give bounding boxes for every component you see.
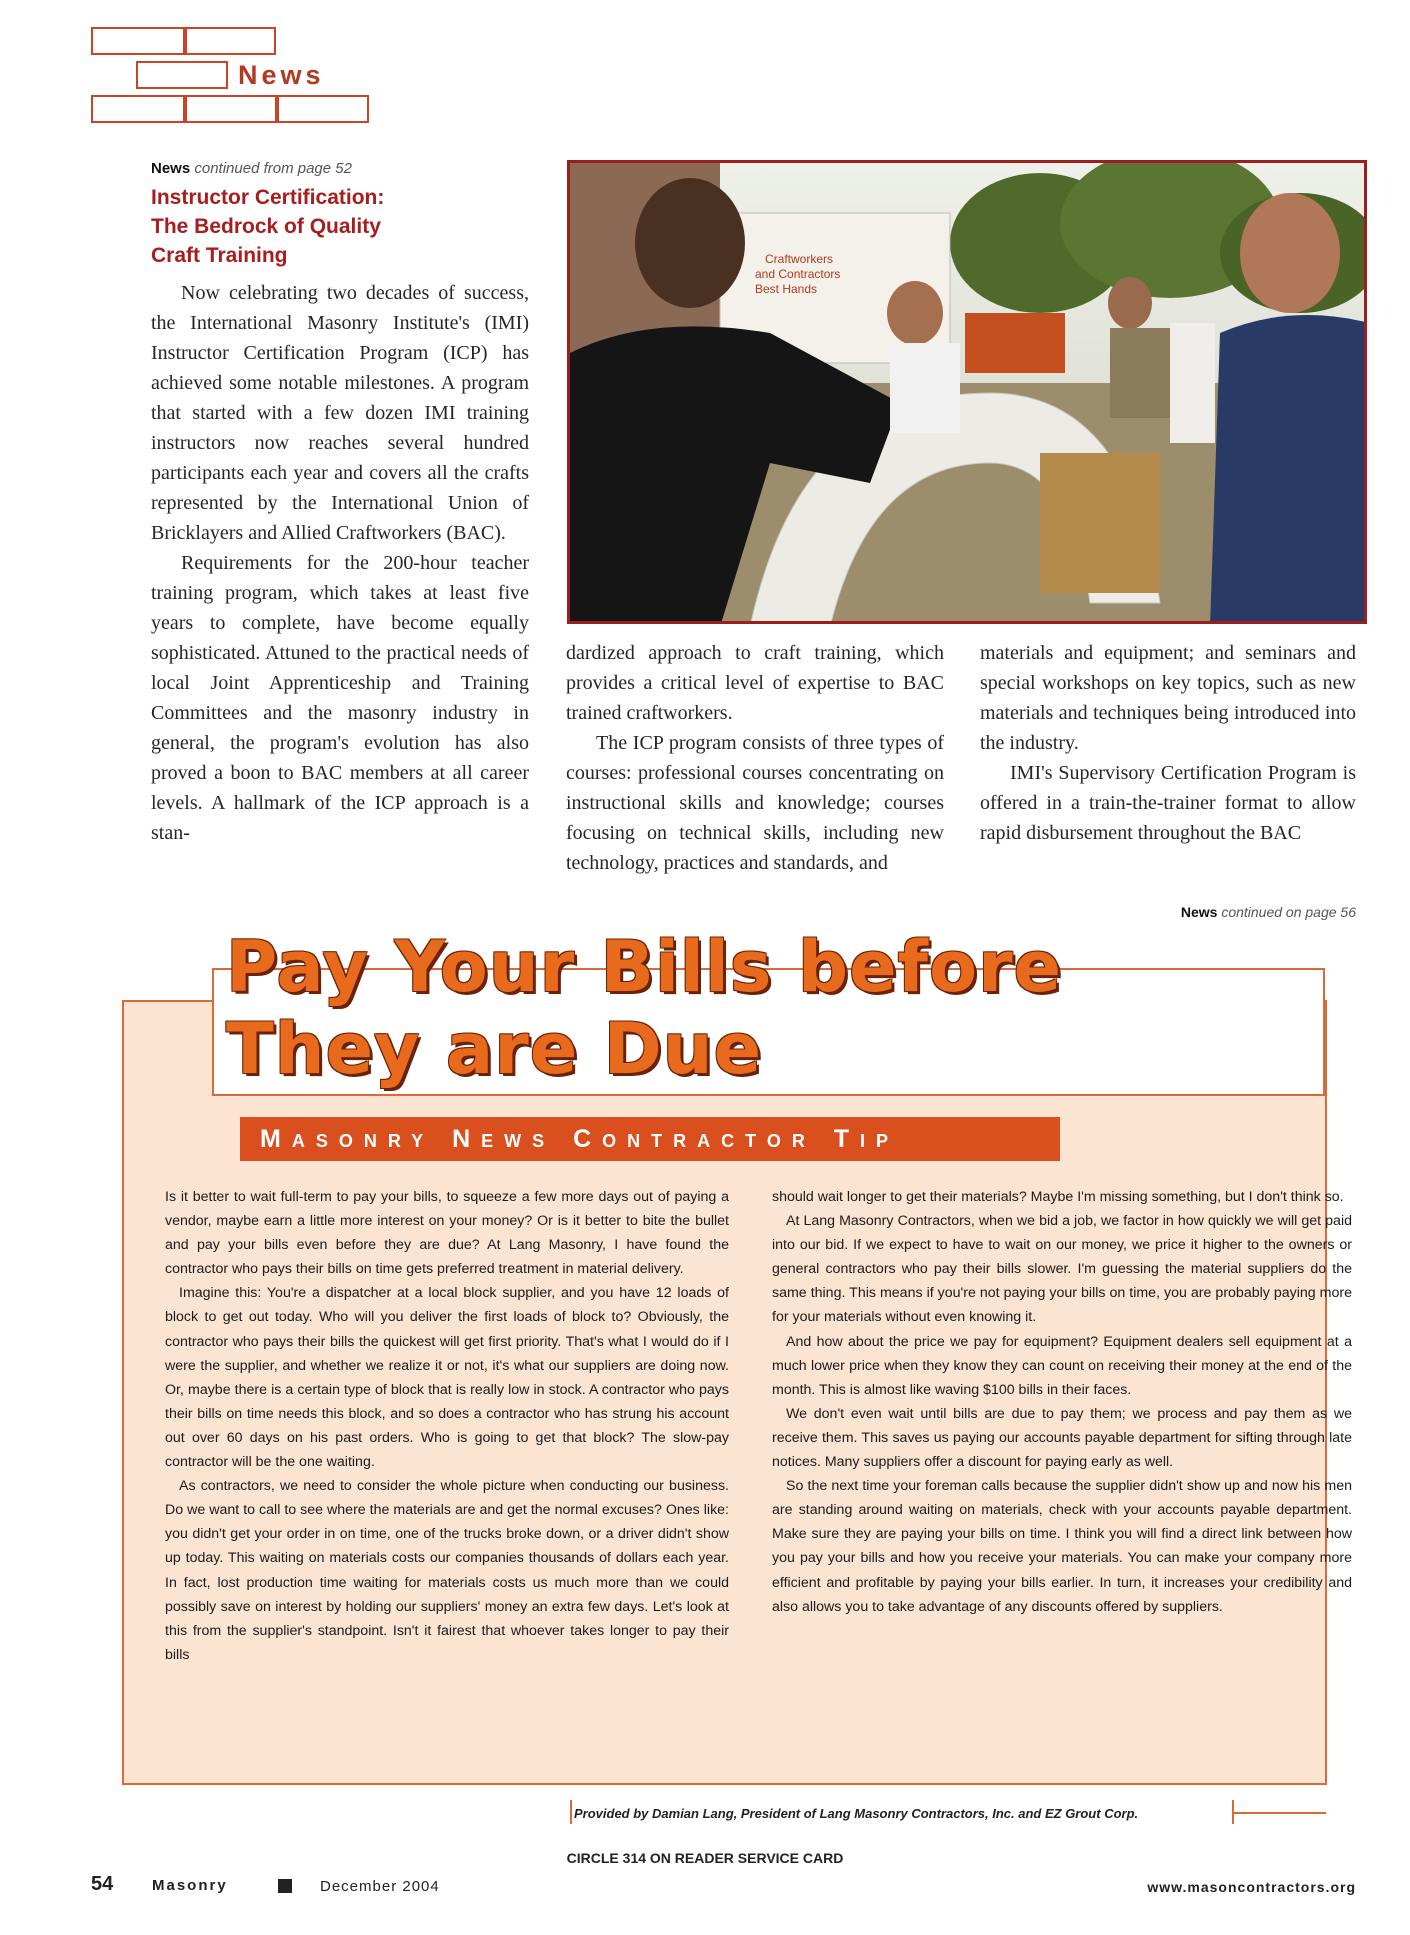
headline-line: Craft Training [151,244,288,267]
paragraph: dardized approach to craft training, which provides a critical level of expertise to BAC trained craftworkers. [566,642,944,724]
paragraph: At Lang Masonry Contractors, when we bid a job, we factor in how quickly we will get paid into our bid. If we expect to have to wait on our money, we price it higher to the owners or general contractors who pay their bills slower. I'm guessing the material suppliers do the same thing. This means if you're not paying your bills on time, you are probably paying more for your materials without even knowing it. [772,1213,1352,1326]
paragraph: The ICP program consists of three types of courses: professional courses concentrating on instructional skills and knowledge; courses focusing on technical skills, including new technology, practices and standards, and [566,732,944,874]
paragraph: Now celebrating two decades of success, the International Masonry Institute's (IMI) Instructor Certification Program (ICP) has achieved some notable milestones. A program that started with a few dozen IMI training instructors now reaches several hundred participants each year and covers all the crafts represented by the International Union of Bricklayers and Allied Craftworkers (BAC). [151,282,529,544]
tip-column-1 [165,1185,729,1667]
tip-title-line: They are Due [226,1008,763,1090]
tip-credit: Provided by Damian Lang, President of Lang Masonry Contractors, Inc. and EZ Grout Corp. [574,1806,1139,1821]
photo-illustration [570,163,1367,624]
paragraph: materials and equipment; and seminars and special workshops on key topics, such as new materials and techniques being introduced into the industry. [980,642,1356,754]
tip-title [226,926,1226,1090]
kicker-section: News [151,160,191,177]
continued-section: News [1180,904,1218,920]
paragraph: Imagine this: You're a dispatcher at a local block supplier, and you have 12 loads of block to get out today. Who will you deliver the first loads of block to? Obviously, the contractor who pays their bills the quickest will get first priority. That's what I would do if I were the supplier, and whether we realize it or not, it's what our suppliers are doing now. Or, maybe there is a certain type of block that is really low in stock. A contractor who pays their bills on time needs this block, and so does a contractor who has strung his account out over 60 days on his past orders. Who is going to get that block? The slow-pay contractor will be the one waiting. [165,1285,729,1471]
footer-square-icon [278,1879,292,1893]
magazine-name: Masonry [152,1877,228,1894]
truck-text: Craftworkers [765,252,834,266]
section-label: News [238,60,325,90]
page-number: 54 [91,1873,114,1895]
reader-service-note: CIRCLE 314 ON READER SERVICE CARD [566,1850,844,1866]
paragraph: We don't even wait until bills are due to pay them; we process and pay them as we receive them. This saves us paying our accounts payable department for sifting through late notices. Many suppliers offer a discount for paying early as well. [772,1405,1352,1471]
continued-note [1000,904,1356,920]
article-column-3 [980,638,1356,848]
credit-divider [570,1800,572,1824]
kicker-continued: continued from page 52 [194,160,352,177]
truck-text: Best Hands [755,282,818,296]
continued-text: continued on page 56 [1221,904,1356,920]
website-url: www.masoncontractors.org [1147,1879,1356,1895]
tip-banner: Masonry News Contractor Tip [240,1117,1060,1161]
paragraph: And how about the price we pay for equipment? Equipment dealers sell equipment at a much lower price when they know they can count on receiving their money at the end of the month. This is almost like waving $100 bills in their faces. [772,1333,1352,1398]
issue-date: December 2004 [320,1878,440,1895]
paragraph: IMI's Supervisory Certification Program is offered in a train-the-trainer format to allow rapid disbursement throughout the BAC [980,762,1356,844]
paragraph: So the next time your foreman calls because the supplier didn't show up and now his men are standing around waiting on materials, check with your accounts payable department. Make sure they are paying your bills on time. I think you will find a direct link between how you pay your bills and how you receive your materials. You can make your company more efficient and profitable by paying your bills earlier. In turn, it increases your credibility and also allows you to take advantage of any discounts offered by suppliers. [772,1478,1352,1615]
paragraph: Is it better to wait full-term to pay your bills, to squeeze a few more days out of paying a vendor, maybe earn a little more interest on your money? Or is it better to bite the bullet and pay your bills even before they are due? At Lang Masonry, I have found the contractor who pays their bills on time gets preferred treatment in material delivery. [165,1189,729,1278]
truck-text: and Contractors [755,267,841,281]
paragraph: should wait longer to get their materials? Maybe I'm missing something, but I don't think so. [772,1189,1344,1205]
article-kicker [151,160,352,177]
masonry-training-photo [567,160,1367,624]
tip-column-2 [772,1185,1352,1619]
paragraph: As contractors, we need to consider the whole picture when conducting our business. Do we want to call to see where the materials are and get the normal excuses? Ones like: you didn't get your order in on time, one of the trucks broke down, or a driver didn't show up today. This waiting on materials costs our companies thousands of dollars each year. In fact, lost production time waiting for materials costs us much more than we could possibly save on interest by holding our suppliers' money an extra few days. Let's look at this from the supplier's standpoint. Isn't it fairest that whoever takes longer to pay their bills [165,1478,729,1663]
article-headline [151,183,451,270]
article-column-2 [566,638,944,878]
tip-title-line: Pay Your Bills before [226,926,1063,1008]
article-column-1 [151,278,529,848]
paragraph: Requirements for the 200-hour teacher training program, which takes at least five years to complete, have become equally sophisticated. Attuned to the practical needs of local Joint Apprenticeship and Training Committees and the masonry industry in general, the program's evolution has also proved a boon to BAC members at all career levels. A hallmark of the ICP approach is a stan- [151,552,529,844]
headline-line: Instructor Certification: [151,186,385,209]
headline-line: The Bedrock of Quality [151,215,381,238]
credit-rule [1234,1812,1326,1814]
